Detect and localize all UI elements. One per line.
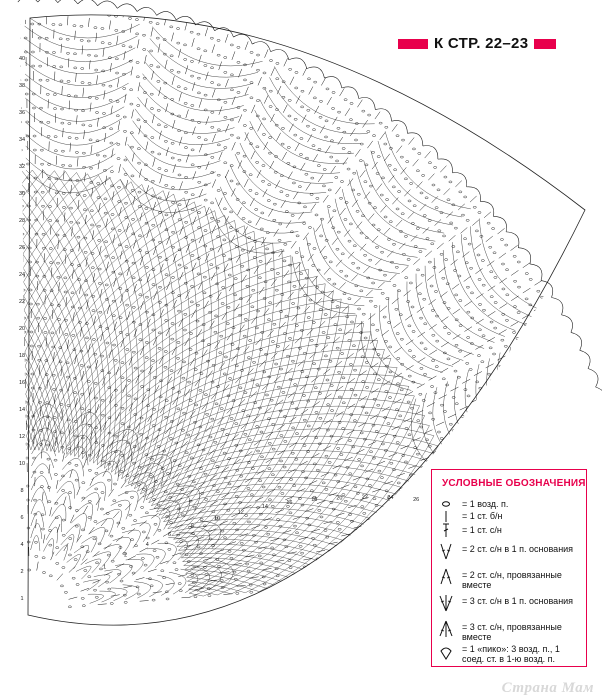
row-number-left: 6 [20,515,24,521]
row-number-arc: 18 [311,497,318,504]
row-number-left: 14 [18,407,26,413]
row-number-left: 2 [20,569,24,575]
row-number-left: 30 [18,191,26,197]
three-dc-one-base-icon [438,594,464,612]
row-number-left: 34 [18,137,26,143]
picot-icon [438,646,464,664]
row-number-arc: 24 [387,495,394,502]
watermark: Страна Мам [501,680,594,696]
legend-text: = 1 «пико»: 3 возд. п., 1 соед. ст. в 1-ю возд. п. [462,644,560,664]
row-number-arc: 14 [261,504,268,511]
reference-label: К СТР. 22–23 [434,35,529,52]
legend-text: = 2 ст. с/н, провязанные вместе [462,570,562,590]
row-number-left: 1 [20,596,24,602]
symbol-legend [431,469,587,667]
row-number-left: 12 [18,434,26,440]
row-number-arc: 2 [124,552,128,559]
reference-bar-end [534,39,556,49]
row-number-arc: 10 [213,515,221,522]
row-number-arc: 6 [167,532,172,539]
three-dc-together-icon [438,620,464,638]
legend-text: = 1 возд. п. [462,499,509,509]
legend-text: = 1 ст. б/н [462,511,503,521]
row-number-left: 4 [20,542,24,548]
row-number-arc: 12 [237,509,244,516]
row-number-left: 20 [18,326,26,332]
row-number-left: 38 [18,83,26,89]
two-dc-together-icon [438,568,464,586]
page-reference [398,34,572,53]
row-number-arc: 26 [413,497,420,504]
row-number-left: 28 [18,218,26,224]
legend-text: = 3 ст. с/н, провязанные вместе [462,622,562,642]
row-number-left: 24 [18,272,26,278]
two-dc-one-base-icon [438,542,464,560]
row-number-left: 18 [18,353,26,359]
row-number-left: 36 [18,110,26,116]
row-number-left: 40 [18,56,26,62]
row-number-arc: 16 [286,500,293,507]
row-number-arc: 22 [361,494,368,501]
row-number-left: 8 [20,488,24,494]
row-number-left: 10 [18,461,26,467]
legend-text: = 2 ст. с/н в 1 п. основания [462,544,574,554]
legend-text: = 3 ст. с/н в 1 п. основания [462,596,574,606]
row-number-arc: 20 [336,495,343,502]
row-number-left: 26 [18,245,26,251]
row-number-arc: 4 [145,541,149,548]
legend-text: = 1 ст. с/н [462,525,502,535]
reference-bar [398,39,428,49]
row-number-left: 22 [18,299,26,305]
double-crochet-icon [438,521,464,539]
row-number-left: 32 [18,164,26,170]
row-number-left: 16 [18,380,26,386]
legend-title: УСЛОВНЫЕ ОБОЗНАЧЕНИЯ [442,478,586,489]
row-number-arc: 8 [190,523,194,530]
row-number-arc: 1 [103,564,107,571]
